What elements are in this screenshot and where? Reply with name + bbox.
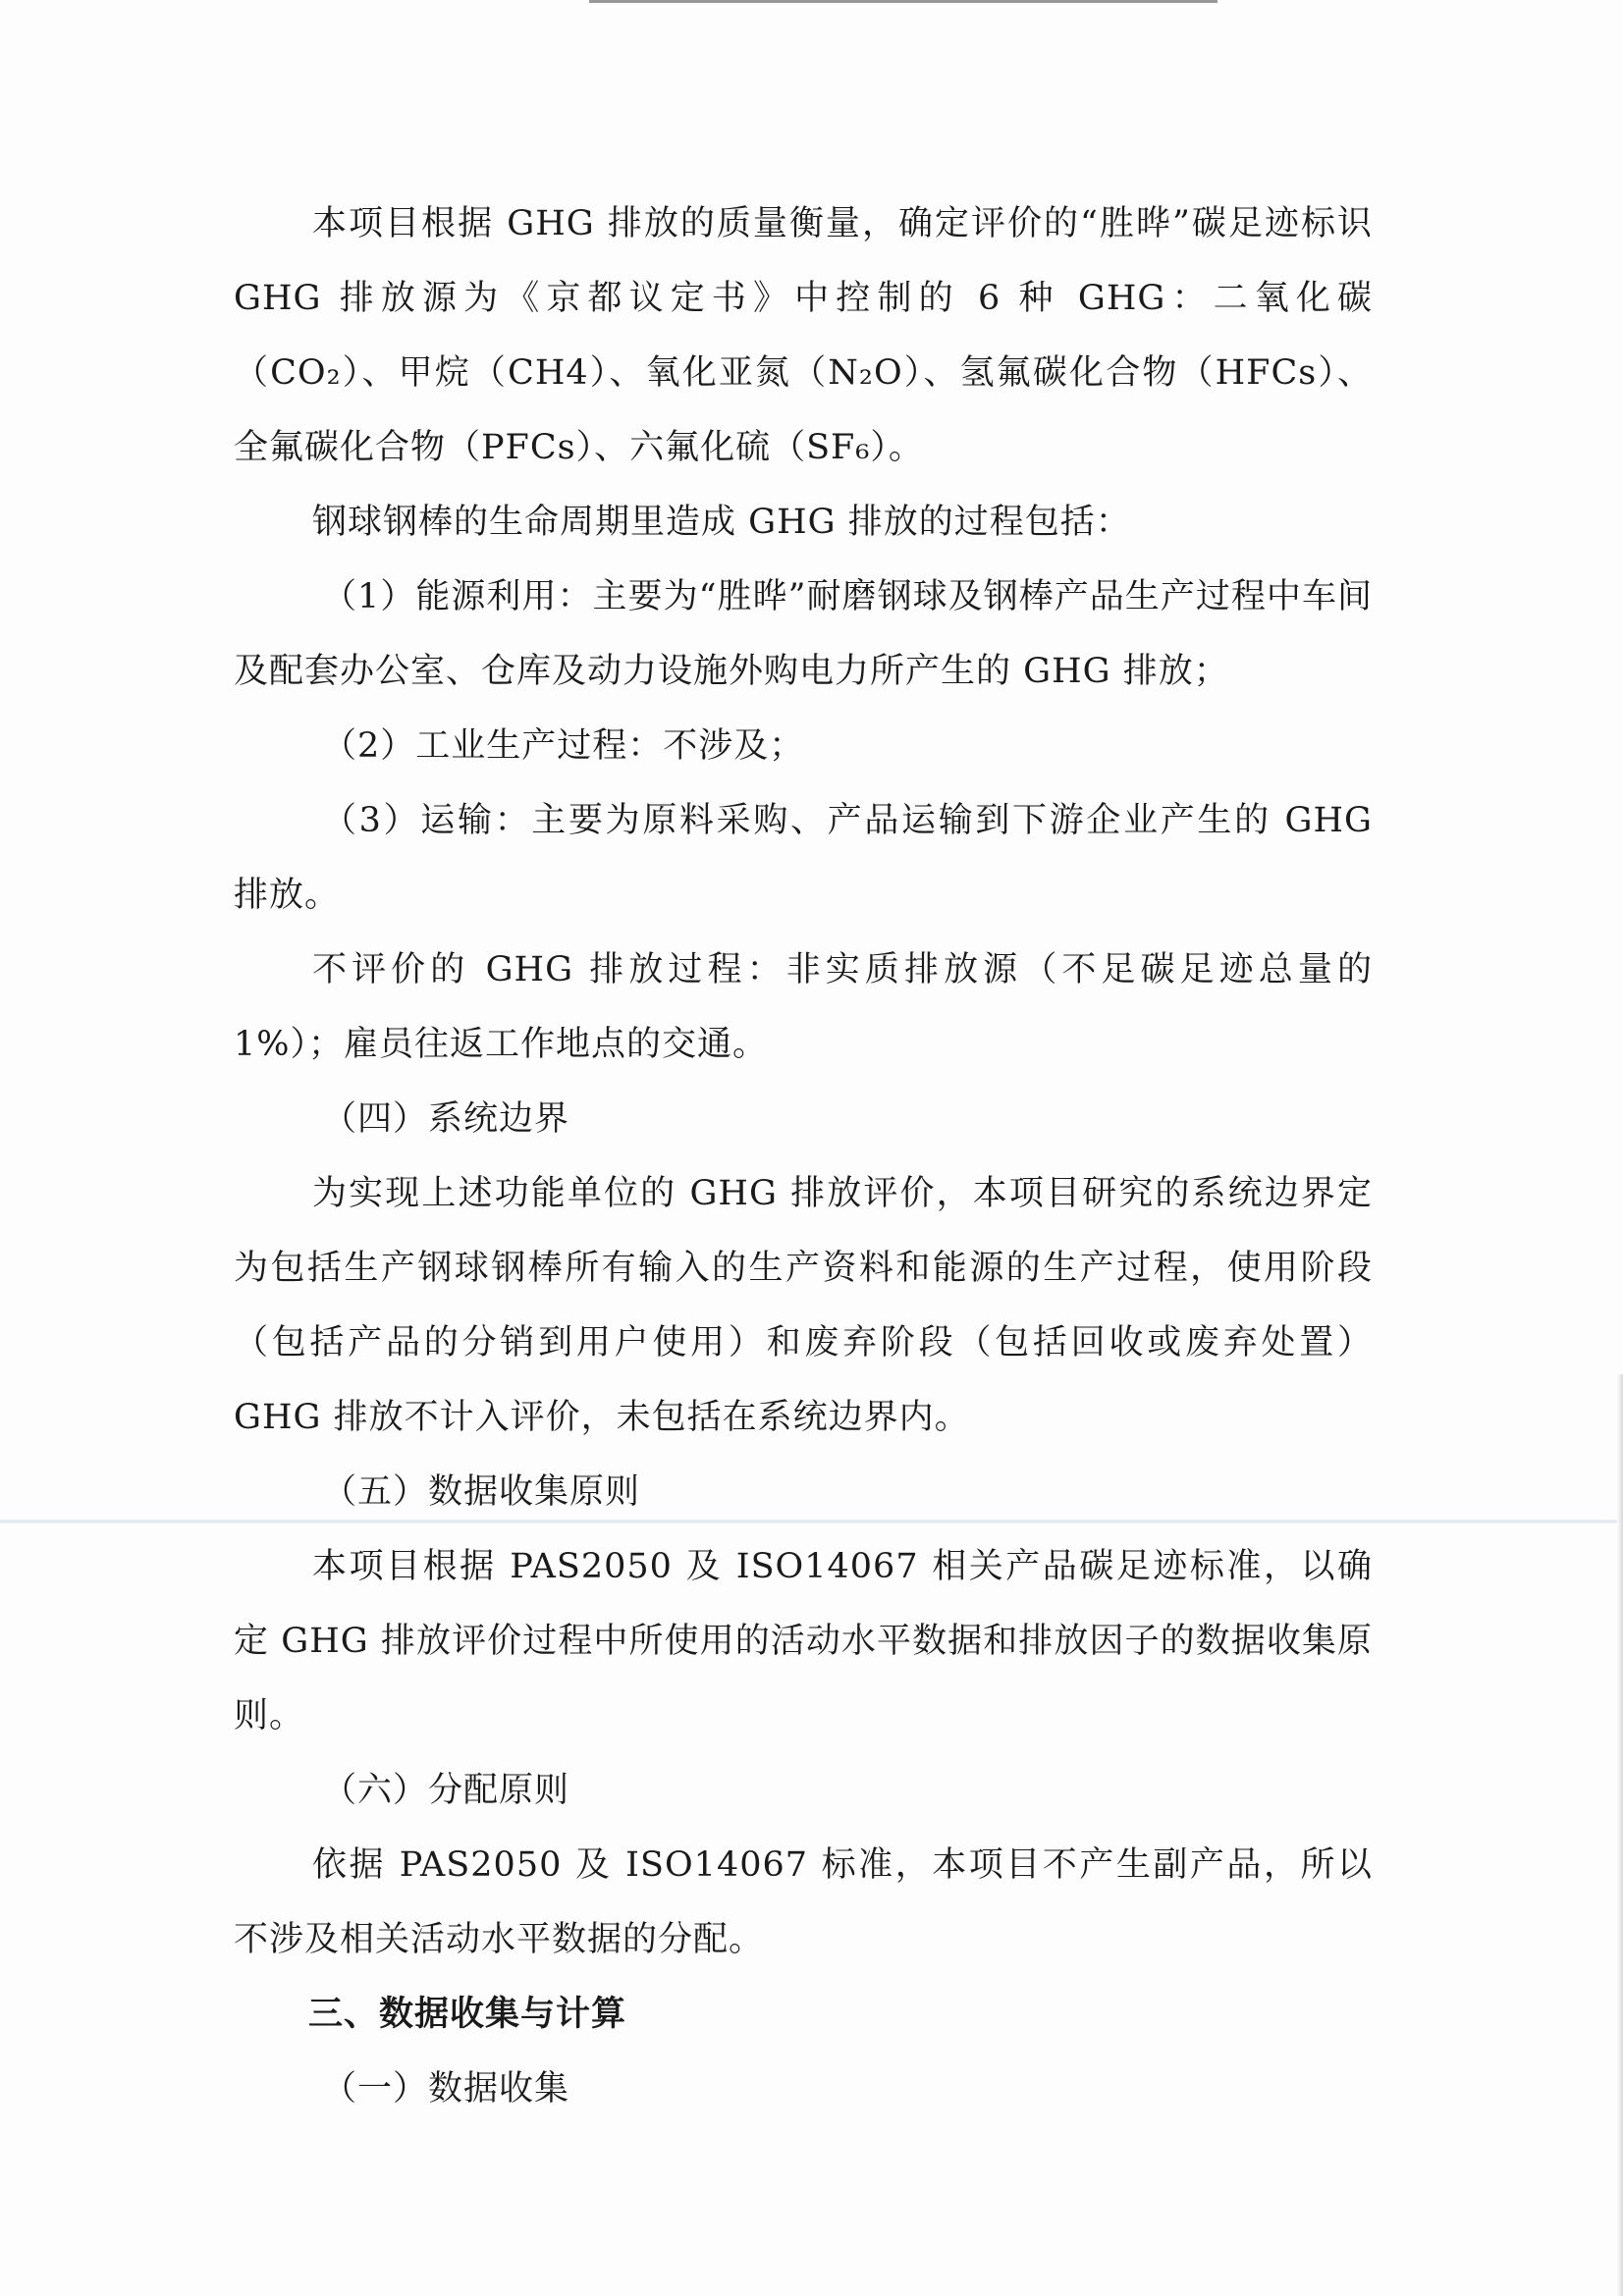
scan-shadow — [1617, 1374, 1623, 2296]
paragraph-system-boundary: 为实现上述功能单位的 GHG 排放评价，本项目研究的系统边界定为包括生产钢球钢棒所有输入的生产资料和能源的生产过程，使用阶段 （包括产品的分销到用户使用）和废弃阶段（包括回收或废弃处置）GHG 排放不计入评价，未包括在系统边界内。 — [234, 1174, 1409, 1437]
paragraph-excluded-processes: 不评价的 GHG 排放过程：非实质排放源（不足碳足迹总量的 1%）；雇员往返工作地点的交通。 — [234, 950, 1373, 1064]
section-heading-allocation-principle: （六）分配原则 — [322, 1771, 570, 1810]
paragraph-data-collection-principle: 本项目根据 PAS2050 及 ISO14067 相关产品碳足迹标准，以确定 GHG 排放评价过程中所使用的活动水平数据和排放因子的数据收集原则。 — [234, 1547, 1373, 1735]
paragraph-emission-process-intro: 钢球钢棒的生命周期里造成 GHG 排放的过程包括： — [312, 503, 1131, 542]
paragraph-allocation-principle: 依据 PAS2050 及 ISO14067 标准，本项目不产生副产品，所以不涉及相关活动水平数据的分配。 — [234, 1845, 1373, 1959]
paragraph-ghg-sources: 本项目根据 GHG 排放的质量衡量，确定评价的“胜晔”碳足迹标识 GHG 排放源为《京都议定书》中控制的 6 种 GHG：二氧化碳（CO₂）、甲烷（CH4）、氧化亚氮（N₂O）、氢氟碳化合物（HFCs）、全氟碳化合物（PFCs）、六氟化硫（SF₆）。 — [234, 204, 1373, 467]
chapter-heading-data-collection-calculation: 三、数据收集与计算 — [308, 1994, 627, 2034]
document-body — [234, 187, 1409, 2126]
paragraph-industrial-process: （2）工业生产过程：不涉及； — [322, 726, 805, 766]
section-heading-data-collection-principle: （五）数据收集原则 — [322, 1472, 641, 1512]
section-heading-data-collection: （一）数据收集 — [322, 2069, 570, 2109]
paragraph-transport: （3）运输：主要为原料采购、产品运输到下游企业产生的 GHG 排放。 — [234, 801, 1373, 915]
section-heading-system-boundary: （四）系统边界 — [322, 1099, 570, 1139]
paragraph-energy-use: （1）能源利用：主要为“胜晔”耐磨钢球及钢棒产品生产过程中车间及配套办公室、仓库及动力设施外购电力所产生的 GHG 排放； — [234, 577, 1373, 691]
scan-edge-artifact — [589, 0, 1217, 3]
